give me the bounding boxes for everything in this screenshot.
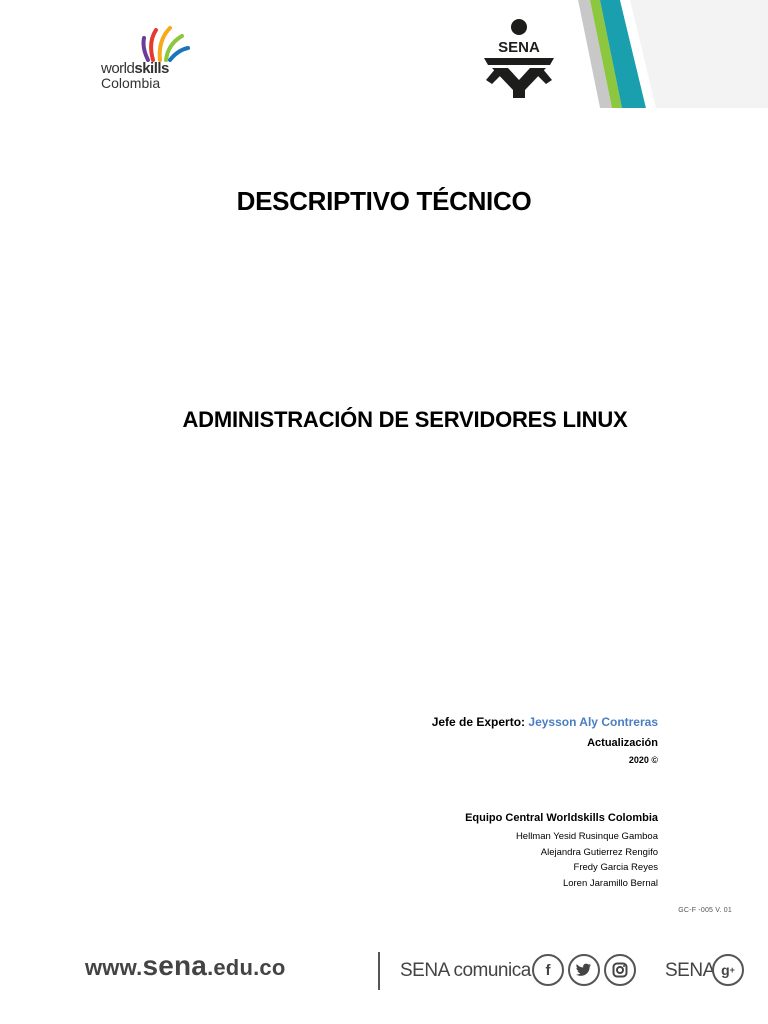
footer-web-suffix: .edu.co bbox=[207, 955, 286, 980]
worldskills-logo bbox=[98, 22, 198, 94]
worldskills-emblem-icon bbox=[98, 22, 198, 62]
sena-gplus-label: SENA bbox=[665, 960, 715, 981]
twitter-icon[interactable] bbox=[568, 954, 600, 986]
document-code: GC-F -005 V. 01 bbox=[678, 907, 732, 914]
document-title: DESCRIPTIVO TÉCNICO bbox=[236, 186, 532, 216]
lead-expert-line bbox=[432, 716, 658, 728]
footer-divider bbox=[378, 952, 380, 990]
update-year: 2020 © bbox=[628, 755, 658, 765]
worldskills-country: Colombia bbox=[101, 75, 161, 91]
team-member: Loren Jaramillo Bernal bbox=[562, 878, 658, 889]
footer-website[interactable] bbox=[85, 950, 285, 982]
team-member: Hellman Yesid Rusinque Gamboa bbox=[515, 831, 658, 842]
team-title: Equipo Central Worldskills Colombia bbox=[465, 812, 658, 824]
lead-expert-name: Jeysson Aly Contreras bbox=[528, 715, 658, 729]
sena-comunica-label: SENA comunica bbox=[400, 960, 531, 981]
worldskills-wordmark: worldskills bbox=[101, 60, 169, 77]
team-member: Fredy Garcia Reyes bbox=[573, 862, 658, 873]
footer-web-brand: sena bbox=[142, 950, 208, 981]
update-label: Actualización bbox=[587, 737, 658, 749]
team-member: Alejandra Gutierrez Rengifo bbox=[540, 847, 658, 858]
document-subtitle: ADMINISTRACIÓN DE SERVIDORES LINUX bbox=[182, 407, 628, 432]
lead-expert-label: Jefe de Experto: bbox=[431, 715, 529, 729]
facebook-icon[interactable]: f bbox=[532, 954, 564, 986]
instagram-icon[interactable] bbox=[604, 954, 636, 986]
svg-text:SENA: SENA bbox=[498, 39, 540, 56]
sena-logo bbox=[478, 18, 560, 98]
footer-web-prefix: www. bbox=[85, 955, 143, 980]
header-stripes bbox=[560, 0, 768, 108]
google-plus-icon[interactable]: g + bbox=[712, 954, 744, 986]
